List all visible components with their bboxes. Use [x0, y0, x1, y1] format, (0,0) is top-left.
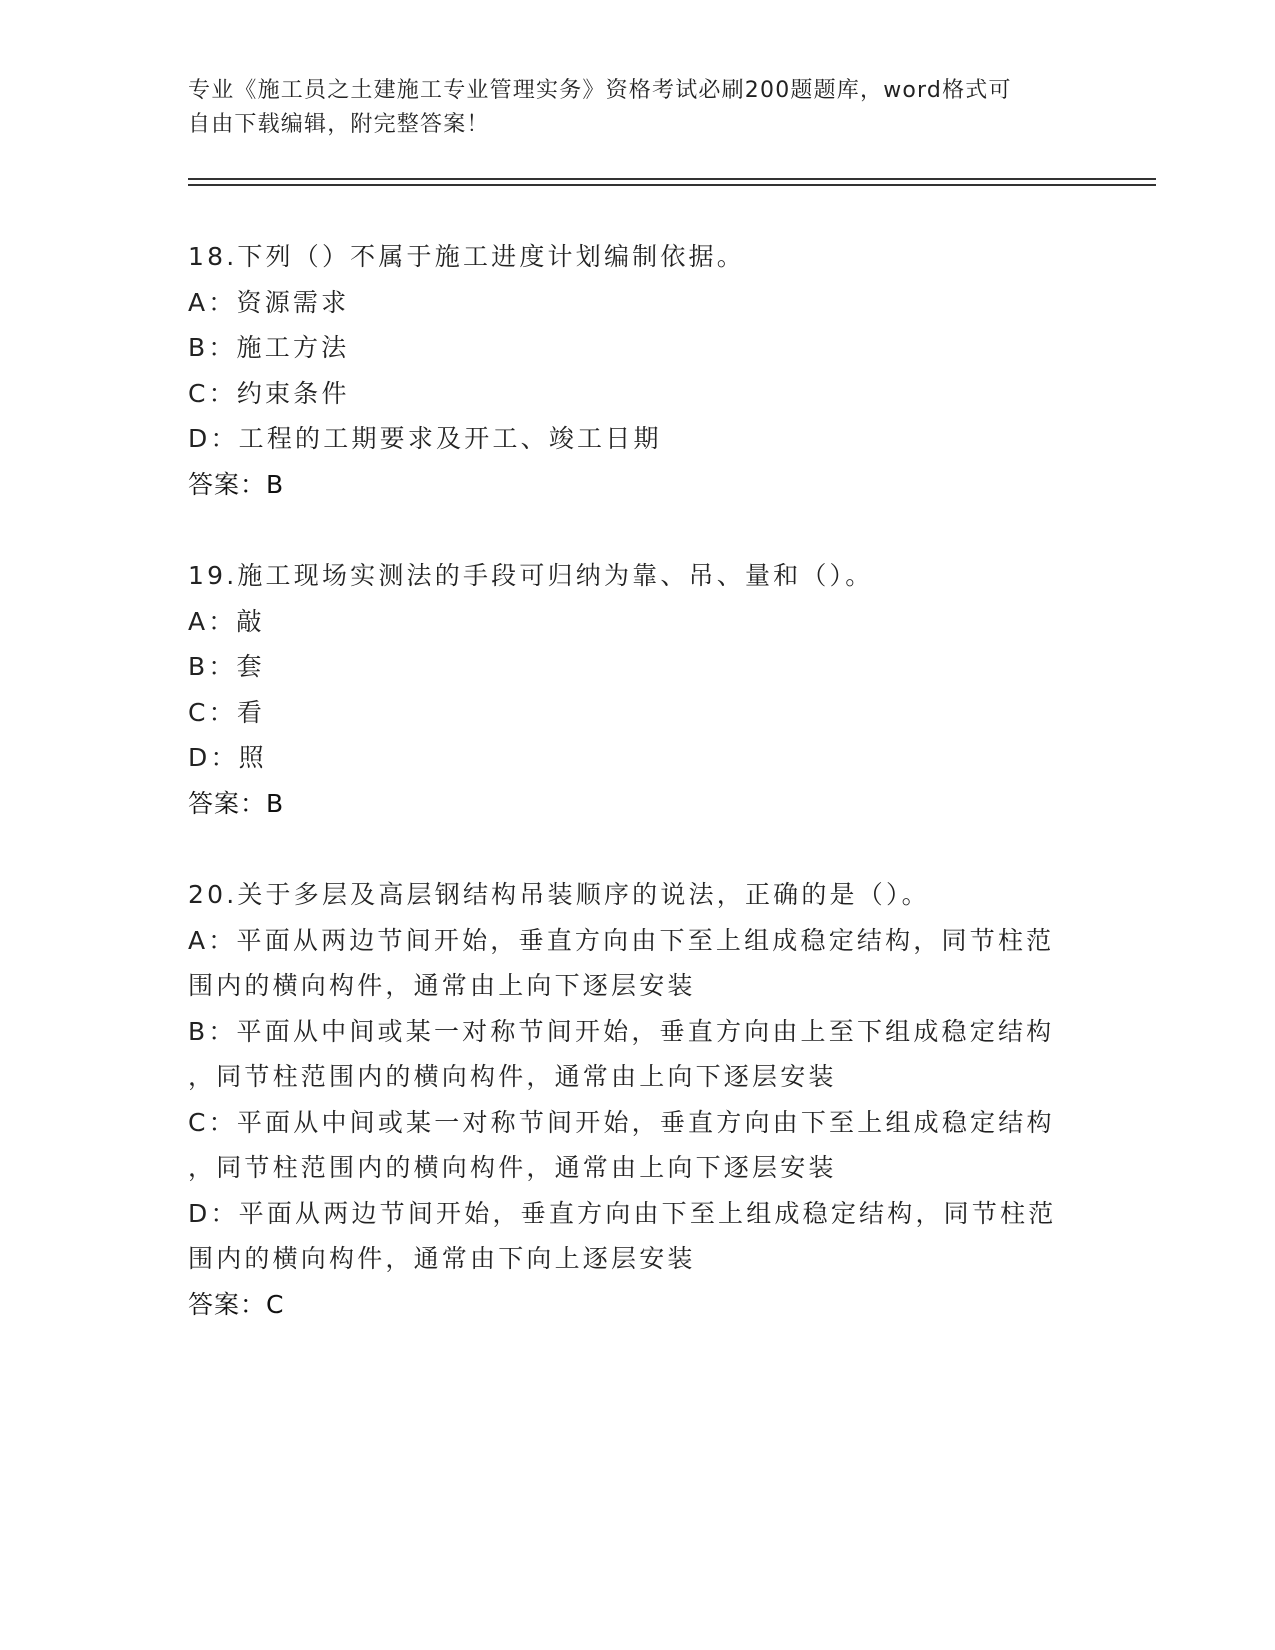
option-d: D：平面从两边节间开始，垂直方向由下至上组成稳定结构，同节柱范 [188, 1198, 1057, 1228]
option-d: D：工程的工期要求及开工、竣工日期 [188, 424, 662, 453]
question-stem: 19.施工现场实测法的手段可归纳为靠、吊、量和（）。 [188, 561, 874, 590]
option-a: A：资源需求 [188, 287, 350, 317]
question-stem: 18.下列（）不属于施工进度计划编制依据。 [188, 242, 745, 271]
answer-key: 答案：C [188, 1289, 285, 1319]
option-c: C：平面从中间或某一对称节间开始，垂直方向由下至上组成稳定结构 [188, 1107, 1055, 1137]
option-b: B：平面从中间或某一对称节间开始，垂直方向由上至下组成稳定结构 [188, 1016, 1055, 1046]
answer-key: 答案：B [188, 788, 285, 818]
question-20 [188, 872, 1088, 1327]
option-c: C：约束条件 [188, 378, 350, 408]
question-19 [188, 553, 1088, 826]
header-divider-bottom [188, 184, 1156, 186]
answer-key: 答案：B [188, 469, 285, 499]
question-stem: 20.关于多层及高层钢结构吊装顺序的说法，正确的是（）。 [188, 880, 930, 909]
header-divider-top [188, 178, 1156, 180]
option-a: A：平面从两边节间开始，垂直方向由下至上组成稳定结构，同节柱范 [188, 925, 1055, 955]
option-c-continued: ，同节柱范围内的横向构件，通常由上向下逐层安装 [188, 1153, 837, 1182]
document-header [188, 74, 1088, 142]
option-d-continued: 围内的横向构件，通常由下向上逐层安装 [188, 1244, 696, 1273]
option-b: B：施工方法 [188, 333, 350, 362]
option-c: C：看 [188, 697, 266, 727]
header-line-2: 自由下载编辑，附完整答案！ [188, 112, 490, 137]
question-18 [188, 234, 1088, 507]
option-d: D：照 [188, 743, 267, 772]
option-b: B：套 [188, 652, 265, 681]
option-a: A：敲 [188, 606, 265, 636]
option-a-continued: 围内的横向构件，通常由上向下逐层安装 [188, 971, 696, 1000]
header-line-1: 专业《施工员之土建施工专业管理实务》资格考试必刷200题题库，word格式可 [188, 78, 1012, 103]
option-b-continued: ，同节柱范围内的横向构件，通常由上向下逐层安装 [188, 1062, 837, 1091]
